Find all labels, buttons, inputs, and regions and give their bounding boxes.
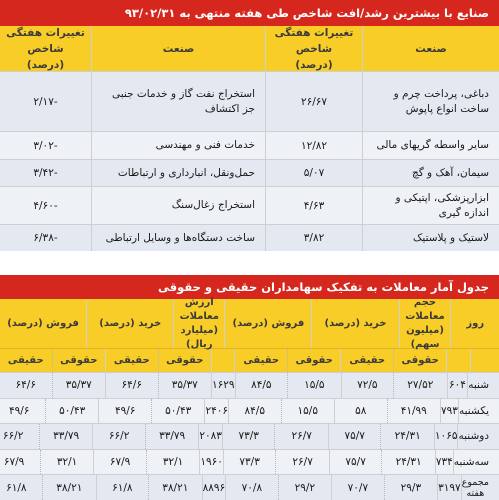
header-change-label: تغییرات هفتگی شاخص (درصد) (6, 26, 85, 71)
sell2-haghighi: ۶۷/۹ (0, 450, 41, 475)
header-industry-right (363, 26, 499, 71)
subheader-sell-group-2 (0, 349, 106, 372)
buy-group (342, 373, 448, 398)
trades-header-row (0, 296, 499, 350)
table1-title: صنایع با بیشترین رشد/افت شاخص طی هفته منتهی به ۹۳/۰۲/۳۱ (0, 0, 499, 26)
industry-text: دباغی، پرداخت چرم و ساخت انواع پاپوش (393, 87, 489, 115)
change-value: ۴/۶۳ (266, 187, 363, 224)
sell-hoghooghi: ۱۵/۵ (297, 404, 318, 417)
day-cell: شنبه (468, 379, 489, 392)
buy-group (332, 475, 438, 500)
buy-group-2 (93, 424, 199, 449)
buy2-haghighi: ۴۹/۶ (99, 399, 152, 424)
table-row (0, 372, 499, 398)
change-value: ۵/۰۷ (266, 160, 363, 186)
header-volume-label: حجم معاملات (میلیون سهم) (405, 296, 445, 350)
subheader-buy-group (341, 349, 447, 372)
subheader-hoghooghi: حقوقی (166, 354, 204, 366)
sell2-haghighi: ۶۱/۸ (0, 475, 43, 500)
table-row (0, 423, 499, 449)
volume-cell: ۳۱۹۷ (438, 475, 462, 500)
header-sell-2: فروش (درصد) (0, 299, 87, 348)
buy2-haghighi: ۶۱/۸ (97, 475, 150, 500)
sell-group-2 (0, 399, 99, 424)
volume-cell: ۱۰۶۵ (435, 424, 459, 449)
sell2-haghighi: ۶۶/۲ (0, 424, 40, 449)
industries-header-row (0, 26, 499, 71)
header-industry-left (92, 26, 266, 71)
buy-group-2 (94, 450, 200, 475)
trades-subheader-row (0, 348, 499, 372)
sell2-haghighi: ۶۴/۶ (0, 373, 53, 398)
header-industry-label: صنعت (415, 42, 447, 55)
header-change-label: تغییرات هفتگی شاخص (درصد) (274, 26, 354, 71)
sell2-hoghooghi: ۳۸/۲۱ (56, 481, 83, 494)
buy2-hoghooghi: ۵۰/۴۳ (165, 404, 192, 417)
change-value: ۳/۸۲ (266, 225, 363, 251)
buy-haghighi: ۷۰/۷ (332, 475, 385, 500)
header-amount-label: ارزش معاملات (میلیارد ریال) (179, 296, 220, 350)
header-change-right (266, 26, 363, 71)
sell-group-2 (0, 450, 94, 475)
change-value: ۱۲/۸۲ (266, 132, 363, 159)
buy-haghighi: ۵۸ (335, 399, 388, 424)
amount-cell: ۲۰۸۳ (199, 424, 223, 449)
industry-name: سیمان، آهک و گچ (411, 166, 489, 179)
sell2-haghighi: ۴۹/۶ (0, 399, 46, 424)
day-cell: سه‌شنبه (453, 456, 489, 469)
subheader-empty (471, 349, 499, 372)
change-value: -۴/۶۰ (0, 187, 92, 224)
amount-cell: ۱۹۶۰ (200, 450, 224, 475)
industry-name: استخراج زغال‌سنگ (92, 187, 266, 224)
table-row (0, 186, 499, 224)
sell-group (226, 475, 332, 500)
sell-group-2 (0, 475, 97, 500)
sell-hoghooghi: ۲۶/۷ (292, 456, 313, 469)
sell-hoghooghi: ۲۹/۲ (294, 481, 316, 494)
buy-group-2 (99, 399, 205, 424)
sell-group-2 (0, 424, 93, 449)
buy2-hoghooghi: ۳۵/۳۷ (171, 379, 198, 392)
sell-group (236, 373, 342, 398)
buy-group-2 (97, 475, 203, 500)
table-row (0, 449, 499, 475)
sell-group (224, 450, 330, 475)
industries-table (0, 26, 499, 268)
change-value: -۳/۴۲ (0, 160, 92, 186)
volume-cell: ۷۳۴ (436, 450, 454, 475)
buy2-haghighi: ۶۷/۹ (94, 450, 147, 475)
change-value: ۲۶/۶۷ (266, 72, 363, 131)
subheader-hoghooghi: حقوقی (401, 354, 439, 366)
day-cell: دوشنبه (458, 430, 489, 443)
buy-hoghooghi: ۲۹/۳ (400, 481, 422, 494)
industry-name (92, 72, 266, 131)
header-day: روز (466, 317, 485, 329)
industry-name: حمل‌ونقل، انبارداری و ارتباطات (92, 160, 266, 186)
buy2-haghighi: ۶۶/۲ (93, 424, 146, 449)
industry-name: ساخت دستگاه‌ها و وسایل ارتباطی (92, 225, 266, 251)
subheader-haghighi: حقیقی (341, 349, 394, 372)
header-sell: فروش (درصد) (225, 299, 312, 348)
table-row (0, 131, 499, 159)
subheader-hoghooghi: حقوقی (60, 354, 98, 366)
subheader-haghighi: حقیقی (0, 349, 53, 372)
change-value: -۲/۱۷ (0, 72, 92, 131)
subheader-haghighi: حقیقی (106, 349, 159, 372)
header-buy-2: خرید (درصد) (87, 299, 174, 348)
industry-name (363, 187, 499, 224)
trades-table (0, 296, 499, 500)
buy-group (335, 399, 441, 424)
change-value: -۶/۳۸ (0, 225, 92, 251)
buy-hoghooghi: ۲۷/۵۲ (407, 379, 434, 392)
header-buy: خرید (درصد) (312, 299, 399, 348)
buy-haghighi: ۷۵/۷ (329, 424, 382, 449)
industry-name: سایر واسطه گریهای مالی (376, 139, 489, 151)
buy-group-2 (106, 373, 212, 398)
subheader-empty (212, 349, 235, 372)
table2-title: جدول آمار معاملات به تفکیک سهامداران حقیقی و حقوقی (0, 275, 499, 299)
sell-group (229, 399, 335, 424)
change-value: -۳/۰۲ (0, 132, 92, 159)
header-industry-label: صنعت (162, 42, 195, 55)
subheader-sell-group (235, 349, 341, 372)
header-amount (174, 296, 225, 350)
header-volume (400, 296, 452, 350)
sell2-hoghooghi: ۳۵/۳۷ (65, 379, 92, 392)
subheader-buy-group-2 (106, 349, 212, 372)
buy-hoghooghi: ۴۱/۹۹ (400, 404, 427, 417)
buy2-haghighi: ۶۴/۶ (106, 373, 159, 398)
amount-cell: ۸۸۹۶ (203, 475, 227, 500)
table-row (0, 398, 499, 424)
header-change-left (0, 26, 92, 71)
volume-cell: ۶۰۴ (448, 373, 469, 398)
sell-haghighi: ۸۴/۵ (236, 373, 289, 398)
sell-hoghooghi: ۲۶/۷ (291, 430, 312, 443)
buy-group (330, 450, 436, 475)
sell-group-2 (0, 373, 106, 398)
table-row (0, 71, 499, 131)
sell2-hoghooghi: ۵۰/۴۳ (59, 404, 86, 417)
sell2-hoghooghi: ۳۳/۷۹ (53, 430, 80, 443)
amount-cell: ۱۶۲۹ (212, 373, 236, 398)
sell-haghighi: ۸۴/۵ (229, 399, 282, 424)
amount-cell: ۲۴۰۶ (205, 399, 229, 424)
subheader-empty (447, 349, 471, 372)
industry-name: لاستیک و پلاستیک (413, 231, 489, 244)
table-row (0, 474, 499, 500)
sell-hoghooghi: ۱۵/۵ (304, 379, 325, 392)
buy2-hoghooghi: ۳۸/۲۱ (162, 481, 189, 494)
buy-haghighi: ۷۲/۵ (342, 373, 395, 398)
volume-cell: ۷۹۳ (441, 399, 459, 424)
sell2-hoghooghi: ۳۲/۱ (56, 456, 78, 469)
sell-haghighi: ۷۰/۸ (226, 475, 279, 500)
subheader-haghighi: حقیقی (235, 349, 288, 372)
industry-text: استخراج نفت گاز و خدمات جنبی جز اکتشاف (111, 87, 255, 115)
sell-haghighi: ۷۳/۳ (224, 450, 277, 475)
buy-hoghooghi: ۲۴/۳۱ (395, 456, 422, 469)
day-cell: مجموع هفته (461, 476, 489, 499)
buy2-hoghooghi: ۳۲/۱ (162, 456, 184, 469)
buy-haghighi: ۷۵/۷ (330, 450, 383, 475)
buy2-hoghooghi: ۳۳/۷۹ (159, 430, 186, 443)
buy-hoghooghi: ۲۴/۳۱ (394, 430, 421, 443)
industry-name: خدمات فنی و مهندسی (92, 132, 266, 159)
subheader-hoghooghi: حقوقی (295, 354, 333, 366)
industry-text: ابزارپزشکی، اپتیکی و اندازه گیری (395, 191, 489, 219)
industry-name (363, 72, 499, 131)
sell-group (223, 424, 329, 449)
table-row (0, 159, 499, 186)
day-cell: یکشنبه (458, 404, 489, 417)
buy-group (329, 424, 435, 449)
sell-haghighi: ۷۳/۳ (223, 424, 276, 449)
table-row (0, 224, 499, 251)
